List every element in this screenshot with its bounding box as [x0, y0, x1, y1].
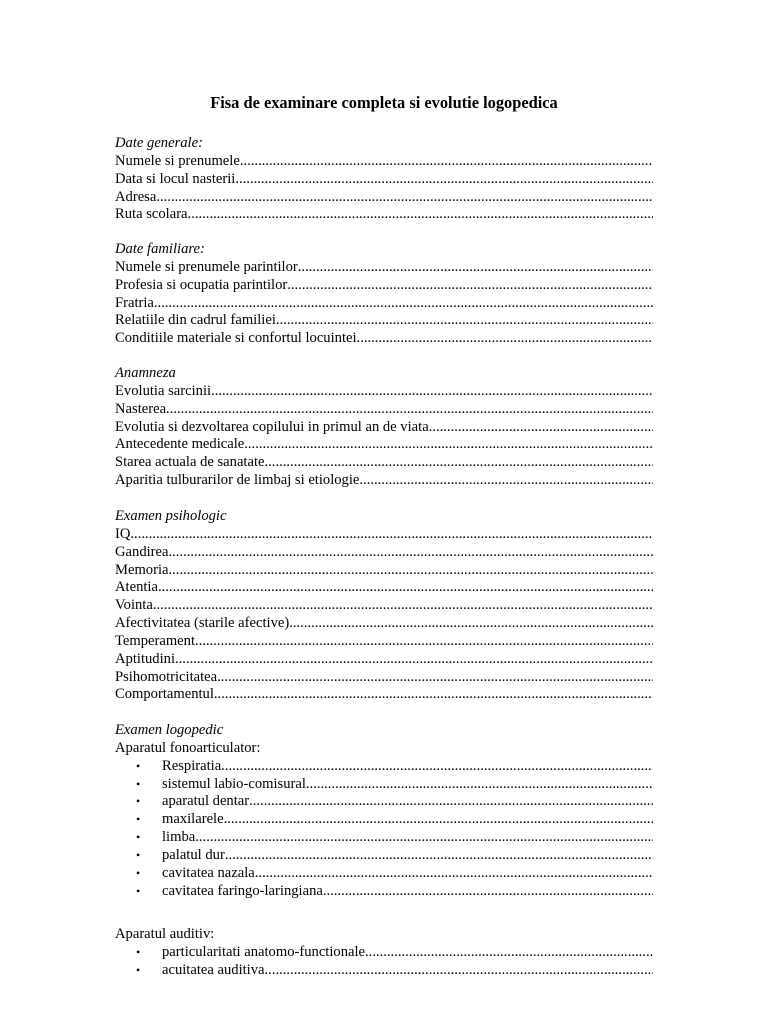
field-row	[115, 579, 653, 597]
field-label: Gandirea	[115, 543, 169, 560]
field-row	[115, 454, 653, 472]
bullet-icon: •	[136, 794, 141, 809]
bullet-icon: •	[136, 847, 141, 862]
fill-line	[153, 597, 653, 615]
section-aparatul-auditiv	[115, 926, 653, 980]
bullet-row	[115, 829, 653, 847]
field-row	[115, 472, 653, 490]
fill-line	[224, 811, 653, 829]
fill-line	[265, 454, 654, 472]
bullet-icon: •	[136, 944, 141, 959]
fill-line	[289, 615, 653, 633]
field-row	[115, 189, 653, 207]
fill-line	[166, 401, 653, 419]
fill-line	[287, 277, 653, 295]
field-row	[115, 544, 653, 562]
fill-line	[214, 686, 653, 704]
field-label: acuitatea auditiva	[162, 961, 265, 978]
section-examen-psihologic	[115, 508, 653, 704]
section-heading: Anamneza	[115, 365, 176, 381]
field-label: Data si locul nasterii	[115, 170, 236, 187]
field-label: particularitati anatomo-functionale	[162, 943, 366, 960]
bullet-icon: •	[136, 883, 141, 898]
field-row	[115, 277, 653, 295]
bullet-row	[115, 811, 653, 829]
fill-line	[221, 758, 653, 776]
field-row	[115, 615, 653, 633]
section-date-generale	[115, 135, 653, 224]
bullet-row	[115, 962, 653, 980]
bullet-row	[115, 883, 653, 901]
field-label: Aptitudini	[115, 650, 175, 667]
field-label: Temperament	[115, 632, 196, 649]
fill-line	[156, 189, 653, 207]
fill-line	[154, 295, 653, 313]
bullet-icon: •	[136, 776, 141, 791]
field-label: Numele si prenumele parintilor	[115, 258, 298, 275]
fill-line	[240, 153, 653, 171]
bullet-row	[115, 944, 653, 962]
field-label: Respiratia	[162, 757, 222, 774]
field-label: Comportamentul	[115, 686, 214, 703]
section-anamneza	[115, 365, 653, 490]
field-row	[115, 562, 653, 580]
field-row	[115, 330, 653, 348]
field-label: Evolutia si dezvoltarea copilului in primul an de viata	[115, 418, 429, 435]
field-row	[115, 383, 653, 401]
field-label: limba	[162, 829, 196, 846]
fill-line	[265, 962, 653, 980]
field-label: IQ	[115, 525, 131, 542]
field-row	[115, 153, 653, 171]
field-row	[115, 597, 653, 615]
bullet-row	[115, 776, 653, 794]
fill-line	[365, 944, 653, 962]
field-label: Evolutia sarcinii	[115, 382, 212, 399]
field-label: Conditiile materiale si confortul locuintei	[115, 330, 357, 347]
field-row	[115, 436, 653, 454]
field-label: sistemul labio-comisural	[162, 775, 306, 792]
field-label: Numele si prenumele	[115, 152, 240, 169]
fill-line	[429, 419, 653, 437]
fill-line	[244, 436, 653, 454]
field-row	[115, 295, 653, 313]
bullet-icon: •	[136, 758, 141, 773]
fill-line	[188, 206, 653, 224]
bullet-row	[115, 758, 653, 776]
fill-line	[306, 776, 653, 794]
field-row	[115, 526, 653, 544]
field-label: Starea actuala de sanatate	[115, 454, 265, 471]
field-row	[115, 419, 653, 437]
section-examen-logopedic	[115, 722, 653, 900]
fill-line	[298, 259, 653, 277]
field-row	[115, 206, 653, 224]
field-label: Ruta scolara	[115, 206, 188, 223]
fill-line	[195, 829, 653, 847]
field-label: Vointa	[115, 597, 153, 614]
section-heading: Examen logopedic	[115, 722, 224, 738]
field-label: Nasterea	[115, 400, 167, 417]
field-row	[115, 686, 653, 704]
fill-line	[225, 847, 653, 865]
fill-line	[255, 865, 653, 883]
bullet-icon: •	[136, 865, 141, 880]
fill-line	[359, 472, 653, 490]
fill-line	[195, 633, 653, 651]
bullet-row	[115, 847, 653, 865]
fill-line	[130, 526, 653, 544]
section-heading: Date generale:	[115, 135, 203, 151]
field-label: cavitatea nazala	[162, 864, 255, 881]
fill-line	[169, 562, 654, 580]
bullet-icon: •	[136, 962, 141, 977]
fill-line	[175, 651, 653, 669]
fill-line	[235, 171, 653, 189]
field-label: Relatiile din cadrul familiei	[115, 312, 276, 329]
field-label: maxilarele	[162, 811, 224, 828]
field-row	[115, 669, 653, 687]
fill-line	[211, 383, 653, 401]
fill-line	[357, 330, 653, 348]
bullet-icon: •	[136, 830, 141, 845]
field-label: Psihomotricitatea	[115, 668, 218, 685]
field-row	[115, 651, 653, 669]
bullet-row	[115, 793, 653, 811]
field-row	[115, 259, 653, 277]
field-label: Aparitia tulburarilor de limbaj si etiologie	[115, 472, 360, 489]
bullet-row	[115, 865, 653, 883]
field-label: Antecedente medicale	[115, 436, 245, 453]
section-heading: Date familiare:	[115, 241, 205, 257]
field-label: Profesia si ocupatia parintilor	[115, 276, 288, 293]
fill-line	[168, 544, 653, 562]
section-date-familiare	[115, 241, 653, 348]
field-row	[115, 312, 653, 330]
document-title: Fisa de examinare completa si evolutie logopedica	[210, 93, 558, 112]
field-row	[115, 401, 653, 419]
fill-line	[158, 579, 653, 597]
field-row	[115, 171, 653, 189]
fill-line	[323, 883, 653, 901]
field-label: Atentia	[115, 579, 158, 596]
subsection-label: Aparatul auditiv:	[115, 926, 215, 942]
field-label: Fratria	[115, 294, 154, 311]
field-row	[115, 633, 653, 651]
fill-line	[249, 793, 653, 811]
field-label: Memoria	[115, 561, 169, 578]
subsection-label: Aparatul fonoarticulator:	[115, 739, 261, 756]
field-label: cavitatea faringo-laringiana	[162, 882, 323, 899]
fill-line	[217, 669, 653, 687]
section-heading: Examen psihologic	[115, 508, 227, 524]
field-label: aparatul dentar	[162, 793, 250, 810]
field-label: Afectivitatea (starile afective)	[115, 615, 290, 632]
field-label: palatul dur	[162, 846, 225, 863]
field-label: Adresa	[115, 188, 157, 205]
fill-line	[276, 312, 653, 330]
bullet-icon: •	[136, 812, 141, 827]
